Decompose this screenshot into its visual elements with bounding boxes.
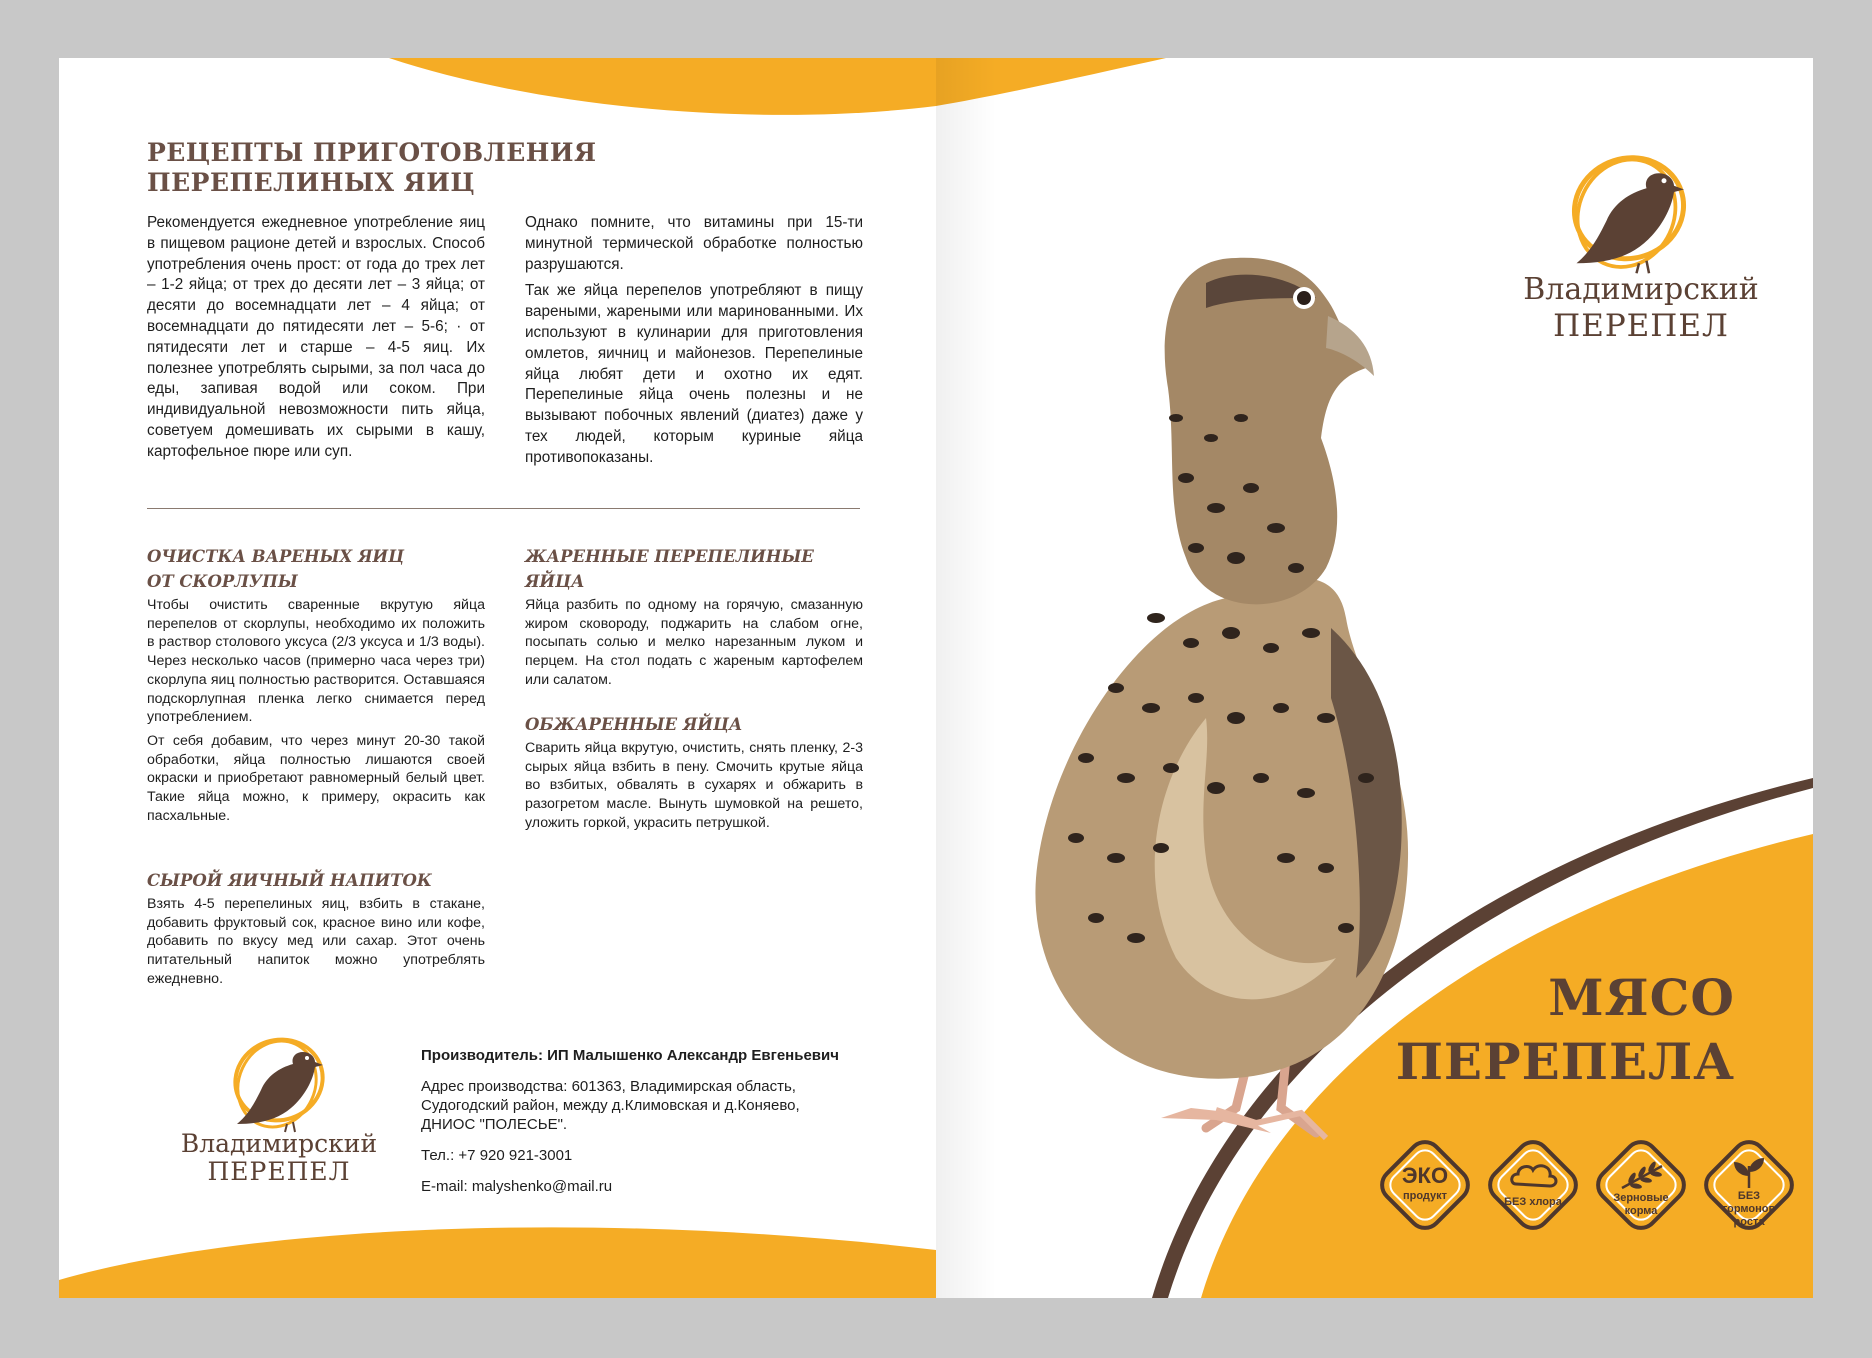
intro-column-1 (147, 213, 485, 469)
section-fried-title-line-1: ЖАРЕННЫЕ ПЕРЕПЕЛИНЫЕ (525, 547, 814, 566)
phone-text: Тел.: +7 920 921-3001 (421, 1147, 573, 1164)
wheat-icon (1588, 1132, 1694, 1238)
section-drink (147, 868, 485, 994)
page-title-line-2: ПЕРЕПЕЛИНЫХ ЯИЦ (147, 168, 475, 197)
section-roasted-title: ОБЖАРЕННЫЕ ЯЙЦА (525, 715, 743, 734)
section-drink-title: СЫРОЙ ЯИЧНЫЙ НАПИТОК (147, 871, 432, 890)
product-title (1396, 966, 1735, 1094)
logo-text (154, 1130, 404, 1186)
logo-text-large-line-2: ПЕРЕПЕЛ (1553, 308, 1729, 344)
email-text: E-mail: malyshenko@mail.ru (421, 1178, 613, 1195)
quail-logo-icon (219, 1028, 339, 1138)
section-fried-title-line-2: ЯЙЦА (525, 572, 585, 591)
badge-eco (1372, 1132, 1478, 1238)
section-peeling-title-line-1: ОЧИСТКА ВАРЕНЫХ ЯИЦ (147, 547, 405, 566)
logo-text-line-2: ПЕРЕПЕЛ (207, 1157, 351, 1186)
producer-text: Производитель: ИП Малышенко Александр Евгеньевич (421, 1047, 839, 1064)
page-title (147, 138, 607, 198)
logo-text-large-line-1: Владимирский (1523, 272, 1759, 307)
address-line-1: Адрес производства: 601363, Владимирская область, (421, 1078, 796, 1095)
section-fried-title (525, 544, 863, 594)
address-line-2: Судогодский район, между д.Климовская и д.Коняево, (421, 1097, 800, 1114)
section-fried (525, 544, 863, 695)
section-roasted (525, 712, 863, 838)
badge-grain-feed (1588, 1132, 1694, 1238)
address-line-3: ДНИОС "ПОЛЕСЬЕ". (421, 1116, 568, 1133)
section-roasted-text: Сварить яйца вкрутую, очистить, снять пленку, 2-3 сырых яйца взбить в пену. Смочить крутые яйца во взбитых, обвалять в сухарях и обжарить в разогретом масле. Вынуть шумовкой на решето, уложить горкой, украсить петрушкой. (525, 740, 863, 831)
badge-no-hormones (1696, 1132, 1802, 1238)
badge-eco-label-big: ЭКО (1401, 1163, 1449, 1188)
left-page (59, 58, 936, 1298)
section-peeling-text-1: Чтобы очистить сваренные вкрутую яйца перепелов от скорлупы, необходимо их положить в раствор столового уксуса (2/3 уксуса и 1/3 воды). Через несколько часов (примерно часа через три) скорлупа яиц полностью растворится. Оставшаяся подскорлупная пленка легко снимается перед употреблением. (147, 597, 485, 726)
page-title-line-1: РЕЦЕПТЫ ПРИГОТОВЛЕНИЯ (147, 138, 597, 167)
section-peeling (147, 544, 485, 830)
quail-logo-large-icon (1554, 142, 1704, 282)
section-peeling-title-line-2: ОТ СКОРЛУПЫ (147, 572, 298, 591)
intro-text-2: Однако помните, что витамины при 15-ти минутной термической обработке полностью разрушаются. (525, 214, 863, 273)
logo-text-line-1: Владимирский (180, 1129, 378, 1158)
intro-text-3: Так же яйца перепелов употребляют в пищу вареными, жареными или маринованными. Их используют в кулинарии для приготовления омлетов, яичниц и майонезов. Перепелиные яйца любят дети и охотно их едят. Перепелиные яйца очень полезны и не вызывают побочных явлений (диатез) даже у тех людей, которым куриные яйца противопоказаны. (525, 282, 863, 466)
quail-illustration (1035, 258, 1408, 1138)
section-peeling-title (147, 544, 485, 594)
top-wave (389, 58, 936, 115)
badge-no-chlorine-label: БЕЗ хлора (1504, 1196, 1562, 1208)
badge-no-hormones-label: БЕЗ гормонов роста (1722, 1190, 1776, 1228)
cloud-icon (1480, 1132, 1586, 1238)
badge-no-chlorine (1480, 1132, 1586, 1238)
section-fried-text: Яйца разбить по одному на горячую, смазанную жиром сковороду, поджарить на слабом огне, посыпать солью и мелко нарезанным луком и перцем. На стол подать с жареным картофелем или салатом. (525, 597, 863, 688)
top-wave-right (936, 58, 1166, 106)
right-page (936, 58, 1813, 1298)
badge-grain-feed-label: Зерновые корма (1613, 1192, 1669, 1217)
badge-eco-label: продукт (1402, 1190, 1448, 1202)
address-text (421, 1077, 891, 1134)
product-title-line-2: ПЕРЕПЕЛА (1395, 1032, 1735, 1091)
bottom-wave (59, 1227, 936, 1298)
intro-column-2 (525, 213, 863, 475)
section-peeling-text-2: От себя добавим, что через минут 20-30 такой обработки, яйца полностью лишаются своей окраски и приобретают равномерный белый цвет. Такие яйца можно, к примеру, окрасить как пасхальные. (147, 732, 485, 824)
intro-text-1: Рекомендуется ежедневное употребление яиц в пищевом рационе детей и взрослых. Способ употребления очень прост: от года до трех лет – 1-2 яйца; от трех до десяти лет – 3 яйца; от десяти до восемнадцати лет – 4 яйца; от восемнадцати до пятидесяти лет – 5-6; · от пятидесяти лет и старше – 4-5 яиц. Их полезнее употреблять сырыми, за пол часа до еды, запивая водой или соком. При индивидуальной невозможности пить яйца, советуем домешивать их сырыми в кашу, картофельное пюре или суп. (147, 214, 485, 460)
brochure-spread (59, 58, 1813, 1298)
section-drink-text: Взять 4-5 перепелиных яиц, взбить в стакане, добавить фруктовый сок, красное вино или кофе, добавить по вкусу мед или сахар. Этот очень питательный напиток можно употреблять ежедневно. (147, 896, 485, 987)
divider-line (147, 508, 860, 509)
logo-text-large (1496, 272, 1786, 344)
product-title-line-1: МЯСО (1548, 968, 1735, 1027)
